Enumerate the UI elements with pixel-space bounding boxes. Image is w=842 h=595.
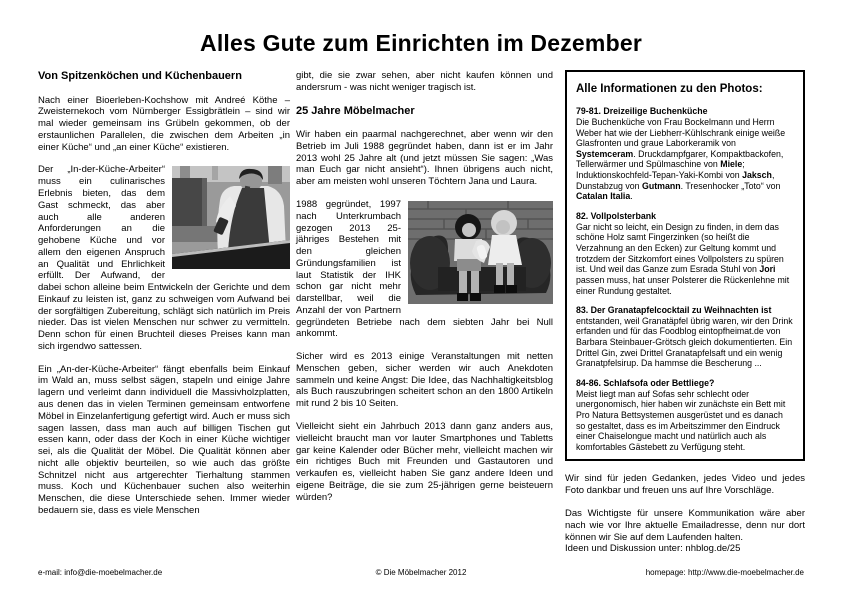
photo-info-section-82 — [576, 211, 794, 296]
blog-url-line: Ideen und Diskussion unter: nhblog.de/25 — [565, 543, 741, 555]
column-right — [565, 70, 805, 566]
paragraph: Wir sind für jeden Gedanken, jedes Video und jedes Foto dankbar und freuen uns auf Ihre Vorschläge. — [565, 473, 805, 497]
footer-homepage: homepage: http://www.die-moebelmacher.de — [645, 568, 804, 577]
paragraph: Wir haben ein paarmal nachgerechnet, aber wenn wir den Betrieb im Juli 1988 gegründet haben, dann ist er im Jahr 2013 wohl 25 Jahre alt (und jetzt müssen Sie sagen: „Was man Euch gar nicht ansieht“). Ihnen übrigens auch nicht, aber am meisten wohl unseren Töchtern Jana und Laura. — [296, 129, 553, 188]
photo-info-section-heading: 79-81. Dreizeilige Buchenküche — [576, 106, 708, 117]
photo-info-section-body: Gar nicht so leicht, ein Design zu finden, in dem das schöne Holz samt Fingerzinken (so heißt die Verzahnung an den Ecken) zur Geltung kommt und trotzdem der Sitzkomfort eines Vollpolsters zu spüren ist. Und weil das Ganze zum Esrada Stuhl von Jori passen muss, hat unser Polsterer die Rückenlehne mit einer Rundung gestaltet. — [576, 221, 790, 296]
paragraph-text: Der „In-der-Küche-Arbeiter“ muss ein culinarisches Erlebnis bieten, das dem Gast schmeckt, das aber auch alle anderen Anforderungen an die gehobene Küche und vor allem den eigenen Anspruch an Qualität und Ehrlichkeit erfüllt. Der Aufwand, der dabei schon alleine beim Entwickeln der Gerichte und dem Einkauf zu leisten ist, ganz zu schweigen vom Aufwand bei der sorgfältigen Zubereitung, schlägt sich natürlich im Preis nieder. Das ist vielen Menschen nur schwer zu vermitteln. Denn schon für einen Bruchteil dieses Preises kann man sich irgendwo sattessen. — [38, 164, 290, 352]
paragraph: Ein „An-der-Küche-Arbeiter“ fängt ebenfalls beim Einkauf im Wald an, muss selbst sägen, stapeln und einige Jahre lagern und verleimt dann individuell die Massivholzplatten, aus denen das in vielen Terminen gemeinsam entworfene Möbel in Einzelanfertigung gefertigt wird. Auch er muss sich sagen lassen, dass man auch auf billigen Tischen gut essen kann, oder dass der Koch in einer Küche wichtiger sei, als die Qualität der Möbel. Die Qualität können aber nicht alle objektiv beurteilen, so wie auch das größte Schnitzel nicht aus artgerechter Tierhaltung stammen muss. Koch und Küchenbauer suchen also weiterhin Menschen, die diese Unterschiede sehen. Immer wieder bedauern sie, dass es viele Menschen — [38, 363, 290, 516]
footer-copyright: © Die Möbelmacher 2012 — [375, 568, 467, 577]
column-middle — [296, 70, 553, 514]
section-heading-25-jahre: 25 Jahre Möbelmacher — [296, 104, 415, 117]
photo-info-section-heading: 84-86. Schlafsofa oder Bettliege? — [576, 377, 715, 388]
paragraph-text: Das Wichtigste für unsere Kommunikation wäre aber nach wie vor Ihre aktuelle Emailadresse, denn nur dort können wir Sie auf dem Laufenden halten. — [565, 508, 805, 543]
paragraph: gibt, die sie zwar sehen, aber nicht kaufen können und andersrum - was nicht weniger tragisch ist. — [296, 70, 553, 93]
section-heading-kitchens: Von Spitzenköchen und Küchenbauern — [38, 70, 242, 82]
photo-info-section-body: entstanden, weil Granatäpfel übrig waren, wir den Drink erfanden und für das Foodblog eintopfheimat.de von Barbara Steinbauer-Grötsch gleich dokumentierten. Ein Drittel Gin, zwei Drittel Granatapfelsaft und ein wenig Granatpfelsirup. Da hammse die Bescherung ... — [576, 315, 793, 369]
chef-photo — [172, 166, 290, 269]
footer-email: e-mail: info@die-moebelmacher.de — [38, 568, 163, 577]
photo-info-section-79-81 — [576, 106, 794, 202]
paragraph-text: 1988 gegründet, 1997 nach Unterkrumbach gezogen 2013 25-jähriges Bestehen mit den gleichen Gründungsfamilien ist laut Statistik der IHK schon gar nicht mehr darstellbar, weil die Anzahl der von Partnern gegründeten Betriebe nach dem siebten Jahr bei Null ankommt. — [296, 198, 553, 340]
photo-info-section-heading: 82. Vollpolsterbank — [576, 211, 657, 222]
photo-info-section-body: Die Buchenküche von Frau Bockelmann und Herrn Weber hat wie der Liebherr-Kühlschrank einige weiße Glasfronten und graue Laborkeramik von Systemceram. Druckdampfgarer, Kompaktbackofen, Tellerwärmer und Spülmaschine von Miele; Induktionskochfeld-Tepan-Yaki-Kombi von Jaksch, Dunstabzug von Gutmann. Tresenhocker „Toto“ von Catalan Italia. — [576, 116, 786, 202]
photo-info-box-title: Alle Informationen zu den Photos: — [576, 83, 763, 95]
paragraph — [38, 164, 290, 352]
paragraph: Nach einer Bioerleben-Kochshow mit Andreé Köthe – Zweisternekoch vom Nürnberger Essigbrätlein – sind wir mal wieder gemeinsam ins Grübeln gekommen, ob der erstaunlichen Parallelen, die zwischen dem Arbeiten „in einer Küche“ und „an einer Küche“ existieren. — [38, 94, 290, 153]
daughters-photo-art — [408, 201, 553, 304]
photo-info-section-heading: 83. Der Granatapfelcocktail zu Weihnachten ist — [576, 305, 772, 316]
paragraph: Vielleicht sieht ein Jahrbuch 2013 dann ganz anders aus, vielleicht braucht man vor lauter Smartphones und Tabletts gar keine Kalender oder Bücher mehr, vielleicht machen wir ein richtiges Buch mit Freunden und Gastautoren und verkaufen es, vielleicht haben Sie ganz andere Ideen und eigene Beiträge, die sie zum 25-jährigen gerne beisteuern würden? — [296, 421, 553, 503]
photo-info-section-body: Meist liegt man auf Sofas sehr schlecht oder unergonomisch, hier haben wir zunächste ein Bett mit Pro Natura Bettsystemen ausgerüstet und es danach so gestaltet, dass es im Arbeitszimmer den Eindruck einer Chaiselongue macht und natürlich auch als komfortables Gästebett zu Verfügung steht. — [576, 388, 786, 452]
photo-info-section-83 — [576, 305, 794, 369]
paragraph — [296, 199, 553, 340]
daughters-photo — [408, 201, 553, 304]
chef-photo-art — [172, 166, 290, 269]
paragraph: Sicher wird es 2013 einige Veranstaltungen mit netten Menschen geben, sicher werden wir auch Anekdoten sammeln und keine Angst: Die Idee, das Nachhaltigkeitsblog als Buch rauszubringen scheitert schon an den 1800 Artikeln mit rund 2 bis 10 Seiten. — [296, 351, 553, 410]
photo-info-section-84-86 — [576, 378, 794, 452]
photo-info-box — [565, 70, 805, 461]
paragraph — [565, 508, 805, 555]
column-left — [38, 70, 290, 528]
page-title: Alles Gute zum Einrichten im Dezember — [200, 30, 642, 56]
